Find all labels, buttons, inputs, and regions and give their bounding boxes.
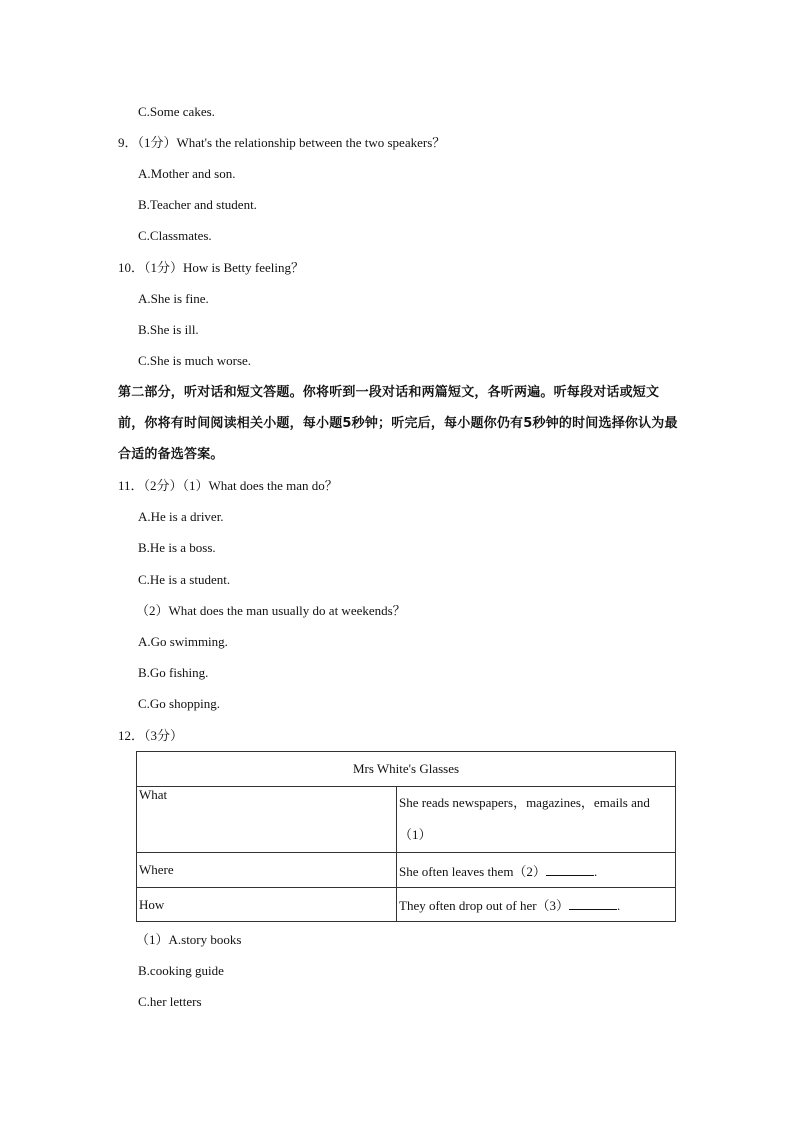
question-11-stem-1: 11．（2分）（1）What does the man do？ (118, 478, 338, 493)
table-row (137, 853, 676, 888)
row-content-what-line2: （1） (399, 827, 432, 842)
q12-1-option-b: B.cooking guide (138, 963, 224, 978)
q9-option-c: C.Classmates. (138, 228, 212, 243)
q11-1-option-a: A.He is a driver. (138, 509, 224, 524)
question-12-stem: 12．（3分） (118, 728, 184, 743)
row-content-where (397, 853, 676, 888)
question-10-stem: 10．（1分）How is Betty feeling？ (118, 260, 304, 275)
q9-option-b: B.Teacher and student. (138, 197, 257, 212)
section-2-instructions: 第二部分，听对话和短文答题。你将听到一段对话和两篇短文，各听两遍。听每段对话或短文前，你将有时间阅读相关小题，每小题5秒钟；听完后，每小题你仍有5秒钟的时间选择你认为最合适的备选答案。 (118, 385, 678, 462)
q10-option-c: C.She is much worse. (138, 353, 252, 368)
row-content-where-end: . (593, 863, 598, 879)
glasses-info-table (136, 751, 676, 922)
row-content-how-text: They often drop out of her（3） (399, 898, 570, 913)
row-label-where: Where (137, 853, 397, 888)
q11-1-option-c: C.He is a student. (138, 572, 231, 587)
answer-blank-2[interactable] (546, 863, 594, 876)
q11-2-option-b: B.Go fishing. (138, 665, 209, 680)
q12-1-option-a: （1）A.story books (136, 932, 242, 947)
row-content-what-line1: She reads newspapers，magazines，emails and (399, 795, 650, 810)
row-content-how-end: . (617, 898, 621, 913)
q9-option-a: A.Mother and son. (138, 166, 236, 181)
table-title: Mrs White's Glasses (137, 752, 676, 787)
question-9-stem: 9．（1分）What's the relationship between the two speakers？ (118, 135, 446, 150)
q10-option-a: A.She is fine. (138, 291, 209, 306)
question-11-stem-2: （2）What does the man usually do at weekends？ (136, 603, 406, 618)
row-content-where-text: She often leaves them（2） (399, 863, 546, 879)
q11-2-option-a: A.Go swimming. (138, 634, 228, 649)
row-label-what: What (137, 787, 397, 853)
q11-2-option-c: C.Go shopping. (138, 696, 220, 711)
table-row (137, 888, 676, 922)
row-content-how (397, 888, 676, 922)
q12-1-option-c: C.her letters (138, 994, 202, 1009)
q8-option-c: C.Some cakes. (138, 104, 215, 119)
table-row (137, 787, 676, 853)
q10-option-b: B.She is ill. (138, 322, 199, 337)
table-title-row (137, 752, 676, 787)
answer-blank-3[interactable] (569, 897, 617, 910)
q11-1-option-b: B.He is a boss. (138, 540, 216, 555)
row-label-how: How (137, 888, 397, 922)
row-content-what (397, 787, 676, 853)
